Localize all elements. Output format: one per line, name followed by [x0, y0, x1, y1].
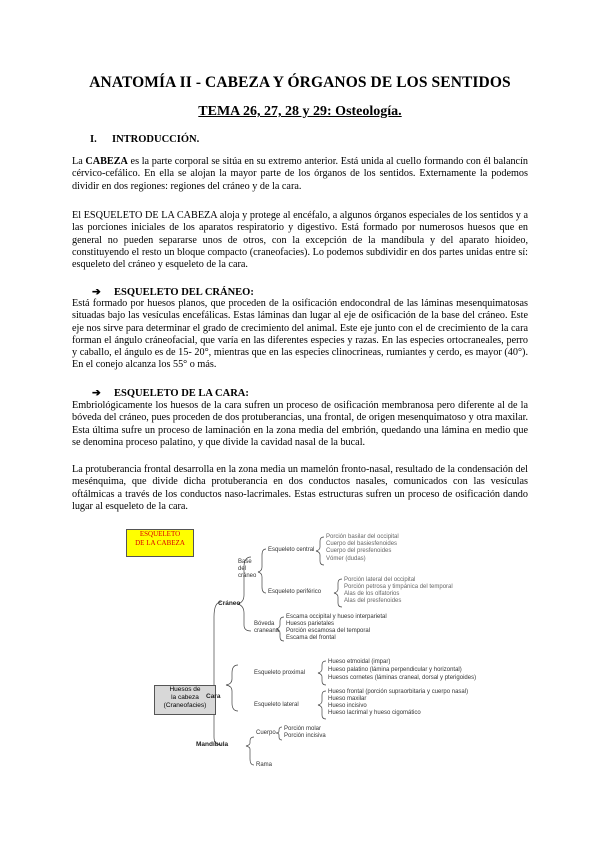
- cara-paragraph-1: Embriológicamente los huesos de la cara sufren un proceso de osificación membranosa pero diferente al de la bóveda del cráneo, pues proceden de dos protuberancias, una frontal, de origen mesenquimatoso y otra maxilar. Esta última sufre un proceso de laminación en la zona media del embrión, quedando una lámina en medio que se denomina proceso palatino, y que divide la cavidad nasal de la bucal.: [72, 400, 528, 448]
- intro-paragraph-1: [72, 156, 528, 193]
- diagram-root-box: [154, 685, 216, 715]
- intro-heading: [90, 134, 199, 145]
- craneo-heading: [92, 286, 254, 298]
- intro-p1-bold: CABEZA: [85, 156, 128, 167]
- boveda-item-1: Huesos parietales: [286, 621, 335, 627]
- base-craneo-line-3: cráneo: [238, 573, 257, 579]
- esq-central-item-3: Vómer (dudas): [326, 556, 366, 562]
- document-subtitle: TEMA 26, 27, 28 y 29: Osteología.: [198, 104, 402, 119]
- esq-lateral-item-1: Hueso maxilar: [328, 696, 367, 702]
- node-boveda: [254, 621, 279, 635]
- esq-proximal-item-0: Hueso etmoidal (impar): [328, 659, 391, 665]
- intro-number: I.: [90, 134, 97, 145]
- boveda-line-2: craneana: [254, 628, 280, 634]
- esq-proximal-item-2: Huesos cornetes (láminas craneal, dorsal y pterigoides): [328, 675, 477, 681]
- boveda-item-2: Porción escamosa del temporal: [286, 628, 371, 634]
- arrow-right-icon: ➔: [92, 287, 101, 298]
- node-esq-central: Esqueleto central: [268, 547, 315, 553]
- esq-periferico-item-3: Alas del presfenoides: [344, 598, 402, 604]
- node-esq-lateral: Esqueleto lateral: [254, 702, 299, 708]
- boveda-line-1: Bóveda: [254, 621, 275, 627]
- node-mandibula: Mandíbula: [196, 741, 229, 748]
- esq-proximal-item-1: Hueso palatino (lámina perpendicular y horizontal): [328, 667, 462, 673]
- cuerpo-item-1: Porción incisiva: [284, 733, 326, 739]
- document-title: ANATOMÍA II - CABEZA Y ÓRGANOS DE LOS SENTIDOS: [89, 74, 511, 91]
- base-craneo-line-2: del: [238, 566, 247, 572]
- craneo-paragraph: Está formado por huesos planos, que proceden de la osificación endocondral de las láminas mesenquimatosas situadas bajo las vesículas encefálicas. Estas láminas dan lugar al eje de osificación de la base del cráneo. Este eje nos sirve para determinar el grado de crecimiento del animal. Este eje junto con el de crecimiento de la cara forman el ángulo cráneofacial, que varía en las diferentes especies y razas. En las especies ortocraneales, perro y caballo, el ángulo es de 15- 20°, mientras que en las especies clinocrineas, rumiantes y cerdo, es mayor (40°). En el conejo alcanza los 55° o más.: [72, 298, 528, 371]
- intro-paragraph-2: El ESQUELETO DE LA CABEZA aloja y protege al encéfalo, a algunos órganos especiales de los sentidos y a las porciones iniciales de los aparatos respiratorio y digestivo. Está formado por numerosos huesos que en general no pueden separarse unos de otros, con la excepción de la mandíbula y del aparato hioideo, constituyendo el resto un bloque compacto (craneofacies). Lo podemos subdividir en dos partes unidas entre sí: esqueleto del cráneo y esqueleto de la cara.: [72, 210, 528, 271]
- esq-central-item-1: Cuerpo del basiesfenoides: [326, 541, 398, 547]
- intro-heading-text: INTRODUCCIÓN.: [112, 134, 200, 145]
- cuerpo-item-0: Porción molar: [284, 726, 322, 732]
- arrow-right-icon: ➔: [92, 388, 101, 399]
- node-rama: Rama: [256, 762, 273, 768]
- esq-periferico-item-0: Porción lateral del occipital: [344, 577, 416, 583]
- boveda-item-3: Escama del frontal: [286, 635, 336, 641]
- esq-central-item-2: Cuerpo del presfenoides: [326, 548, 392, 554]
- node-esq-periferico: Esqueleto periférico: [268, 589, 322, 595]
- esq-lateral-item-2: Hueso incisivo: [328, 703, 367, 709]
- esq-lateral-item-0: Hueso frontal (porción supraorbitaria y cuerpo nasal): [328, 689, 469, 695]
- diagram-root-line-2: la cabeza: [171, 694, 199, 701]
- esq-central-item-0: Porción basilar del occipital: [326, 534, 399, 540]
- cara-heading: [92, 387, 249, 399]
- diagram-title-line-2: DE LA CABEZA: [135, 539, 185, 547]
- diagram-title-box: [126, 529, 194, 557]
- diagram-root-line-1: Huesos de: [169, 686, 201, 693]
- cara-heading-text: ESQUELETO DE LA CARA:: [114, 388, 249, 399]
- diagram-title-line-1: ESQUELETO: [139, 530, 181, 538]
- skeleton-diagram: [86, 527, 534, 847]
- base-craneo-line-1: Base: [238, 559, 252, 565]
- boveda-item-0: Escama occipital y hueso interparietal: [286, 614, 387, 620]
- esq-lateral-item-3: Hueso lacrimal y hueso cigomático: [328, 710, 421, 716]
- cara-paragraph-2: La protuberancia frontal desarrolla en la zona media un mamelón fronto-nasal, resultado de la condensación del mesénquima, que divide dicha protuberancia en dos conductos nasales, comunicados con las vesículas oftálmicas a través de los conductos naso-lacrimales. Estas estructuras sufren un proceso de osificación dando lugar al esqueleto de la cara.: [72, 464, 528, 512]
- node-esq-proximal: Esqueleto proximal: [254, 670, 306, 676]
- node-craneo: Cráneo: [218, 600, 241, 607]
- intro-p1-pre: La: [72, 156, 86, 167]
- craneo-heading-text: ESQUELETO DEL CRÁNEO:: [114, 287, 254, 298]
- diagram-root-line-3: (Craneofacies): [163, 702, 207, 709]
- esq-periferico-item-2: Alas de los olfatorios: [344, 591, 400, 597]
- esq-periferico-item-1: Porción petrosa y timpánica del temporal: [344, 584, 453, 590]
- intro-p1-rest: es la parte corporal se sitúa en su extremo anterior. Está unida al cuello formando con él balancín cérvico-cefálico. En ella se alojan la mayor parte de los órganos de los sentidos. Externamente la podemos dividir en dos regiones: regiones del cráneo y de la cara.: [72, 156, 529, 192]
- node-cara: Cara: [206, 693, 221, 700]
- node-base-craneo: [238, 559, 256, 580]
- node-cuerpo: Cuerpo: [256, 730, 276, 736]
